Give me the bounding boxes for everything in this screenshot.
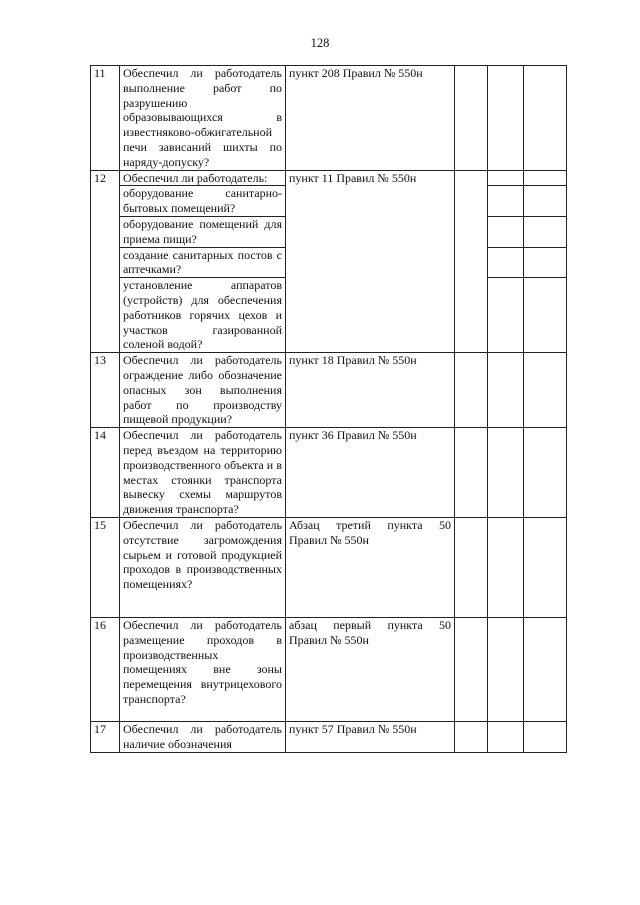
question-cell: Обеспечил ли работодатель размещение проходов в производственных помещениях вне зоны перемещения внутрицехового транспорта? [120,617,286,721]
answer-cell-no [488,247,524,278]
row-number: 17 [91,721,120,752]
table-row [91,66,567,171]
question-cell: Обеспечил ли работодатель отсутствие загромождения сырьем и готовой продукцией проходов в производственных помещениях? [120,517,286,617]
answer-cell-na [524,721,567,752]
answer-cell-no [488,170,524,186]
reference-cell: пункт 18 Правил № 550н [286,353,455,428]
table-row [91,170,567,186]
row-number: 14 [91,428,120,518]
answer-cell-no [488,721,524,752]
table-row [91,721,567,752]
row-number: 15 [91,517,120,617]
reference-cell: пункт 208 Правил № 550н [286,66,455,171]
subitem-cell: создание санитарных постов с аптечками? [120,247,286,278]
answer-cell-yes [455,66,488,171]
answer-cell-no [488,428,524,518]
answer-cell-na [524,66,567,171]
table-row [91,353,567,428]
answer-cell-yes [455,170,488,353]
row-number: 11 [91,66,120,171]
answer-cell-na [524,247,567,278]
subitem-cell: оборудование санитарно-бытовых помещений? [120,186,286,217]
reference-cell: пункт 36 Правил № 550н [286,428,455,518]
question-cell: Обеспечил ли работодатель наличие обозначения [120,721,286,752]
answer-cell-na [524,186,567,217]
table-row [91,517,567,617]
row-number: 16 [91,617,120,721]
table-row [91,428,567,518]
answer-cell-na [524,428,567,518]
answer-cell-no [488,353,524,428]
subitem-cell: установление аппаратов (устройств) для обеспечения работников горячих цехов и участков газированной соленой водой? [120,278,286,353]
answer-cell-yes [455,353,488,428]
answer-cell-na [524,517,567,617]
row-number: 13 [91,353,120,428]
answer-cell-yes [455,428,488,518]
answer-cell-na [524,617,567,721]
checklist-table [90,65,567,753]
table-row [91,617,567,721]
answer-cell-na [524,353,567,428]
answer-cell-yes [455,721,488,752]
answer-cell-no [488,186,524,217]
page-number: 128 [310,36,330,50]
question-cell: Обеспечил ли работодатель: [120,170,286,186]
reference-cell: пункт 57 Правил № 550н [286,721,455,752]
answer-cell-no [488,278,524,353]
reference-cell: Абзац третий пункта 50 Правил № 550н [286,517,455,617]
answer-cell-yes [455,617,488,721]
answer-cell-no [488,617,524,721]
reference-cell: абзац первый пункта 50 Правил № 550н [286,617,455,721]
question-cell: Обеспечил ли работодатель выполнение работ по разрушению образовывающихся в известняково-обжигательной печи зависаний шихты по наряду-допуску? [120,66,286,171]
question-cell: Обеспечил ли работодатель ограждение либо обозначение опасных зон выполнения работ по производству пищевой продукции? [120,353,286,428]
answer-cell-na [524,170,567,186]
answer-cell-na [524,278,567,353]
row-number: 12 [91,170,120,353]
answer-cell-no [488,216,524,247]
answer-cell-no [488,66,524,171]
answer-cell-no [488,517,524,617]
subitem-cell: оборудование помещений для приема пищи? [120,216,286,247]
answer-cell-na [524,216,567,247]
answer-cell-yes [455,517,488,617]
question-cell: Обеспечил ли работодатель перед въездом на территорию производственного объекта и в местах стоянки транспорта вывеску схемы маршрутов движения транспорта? [120,428,286,518]
reference-cell: пункт 11 Правил № 550н [286,170,455,353]
